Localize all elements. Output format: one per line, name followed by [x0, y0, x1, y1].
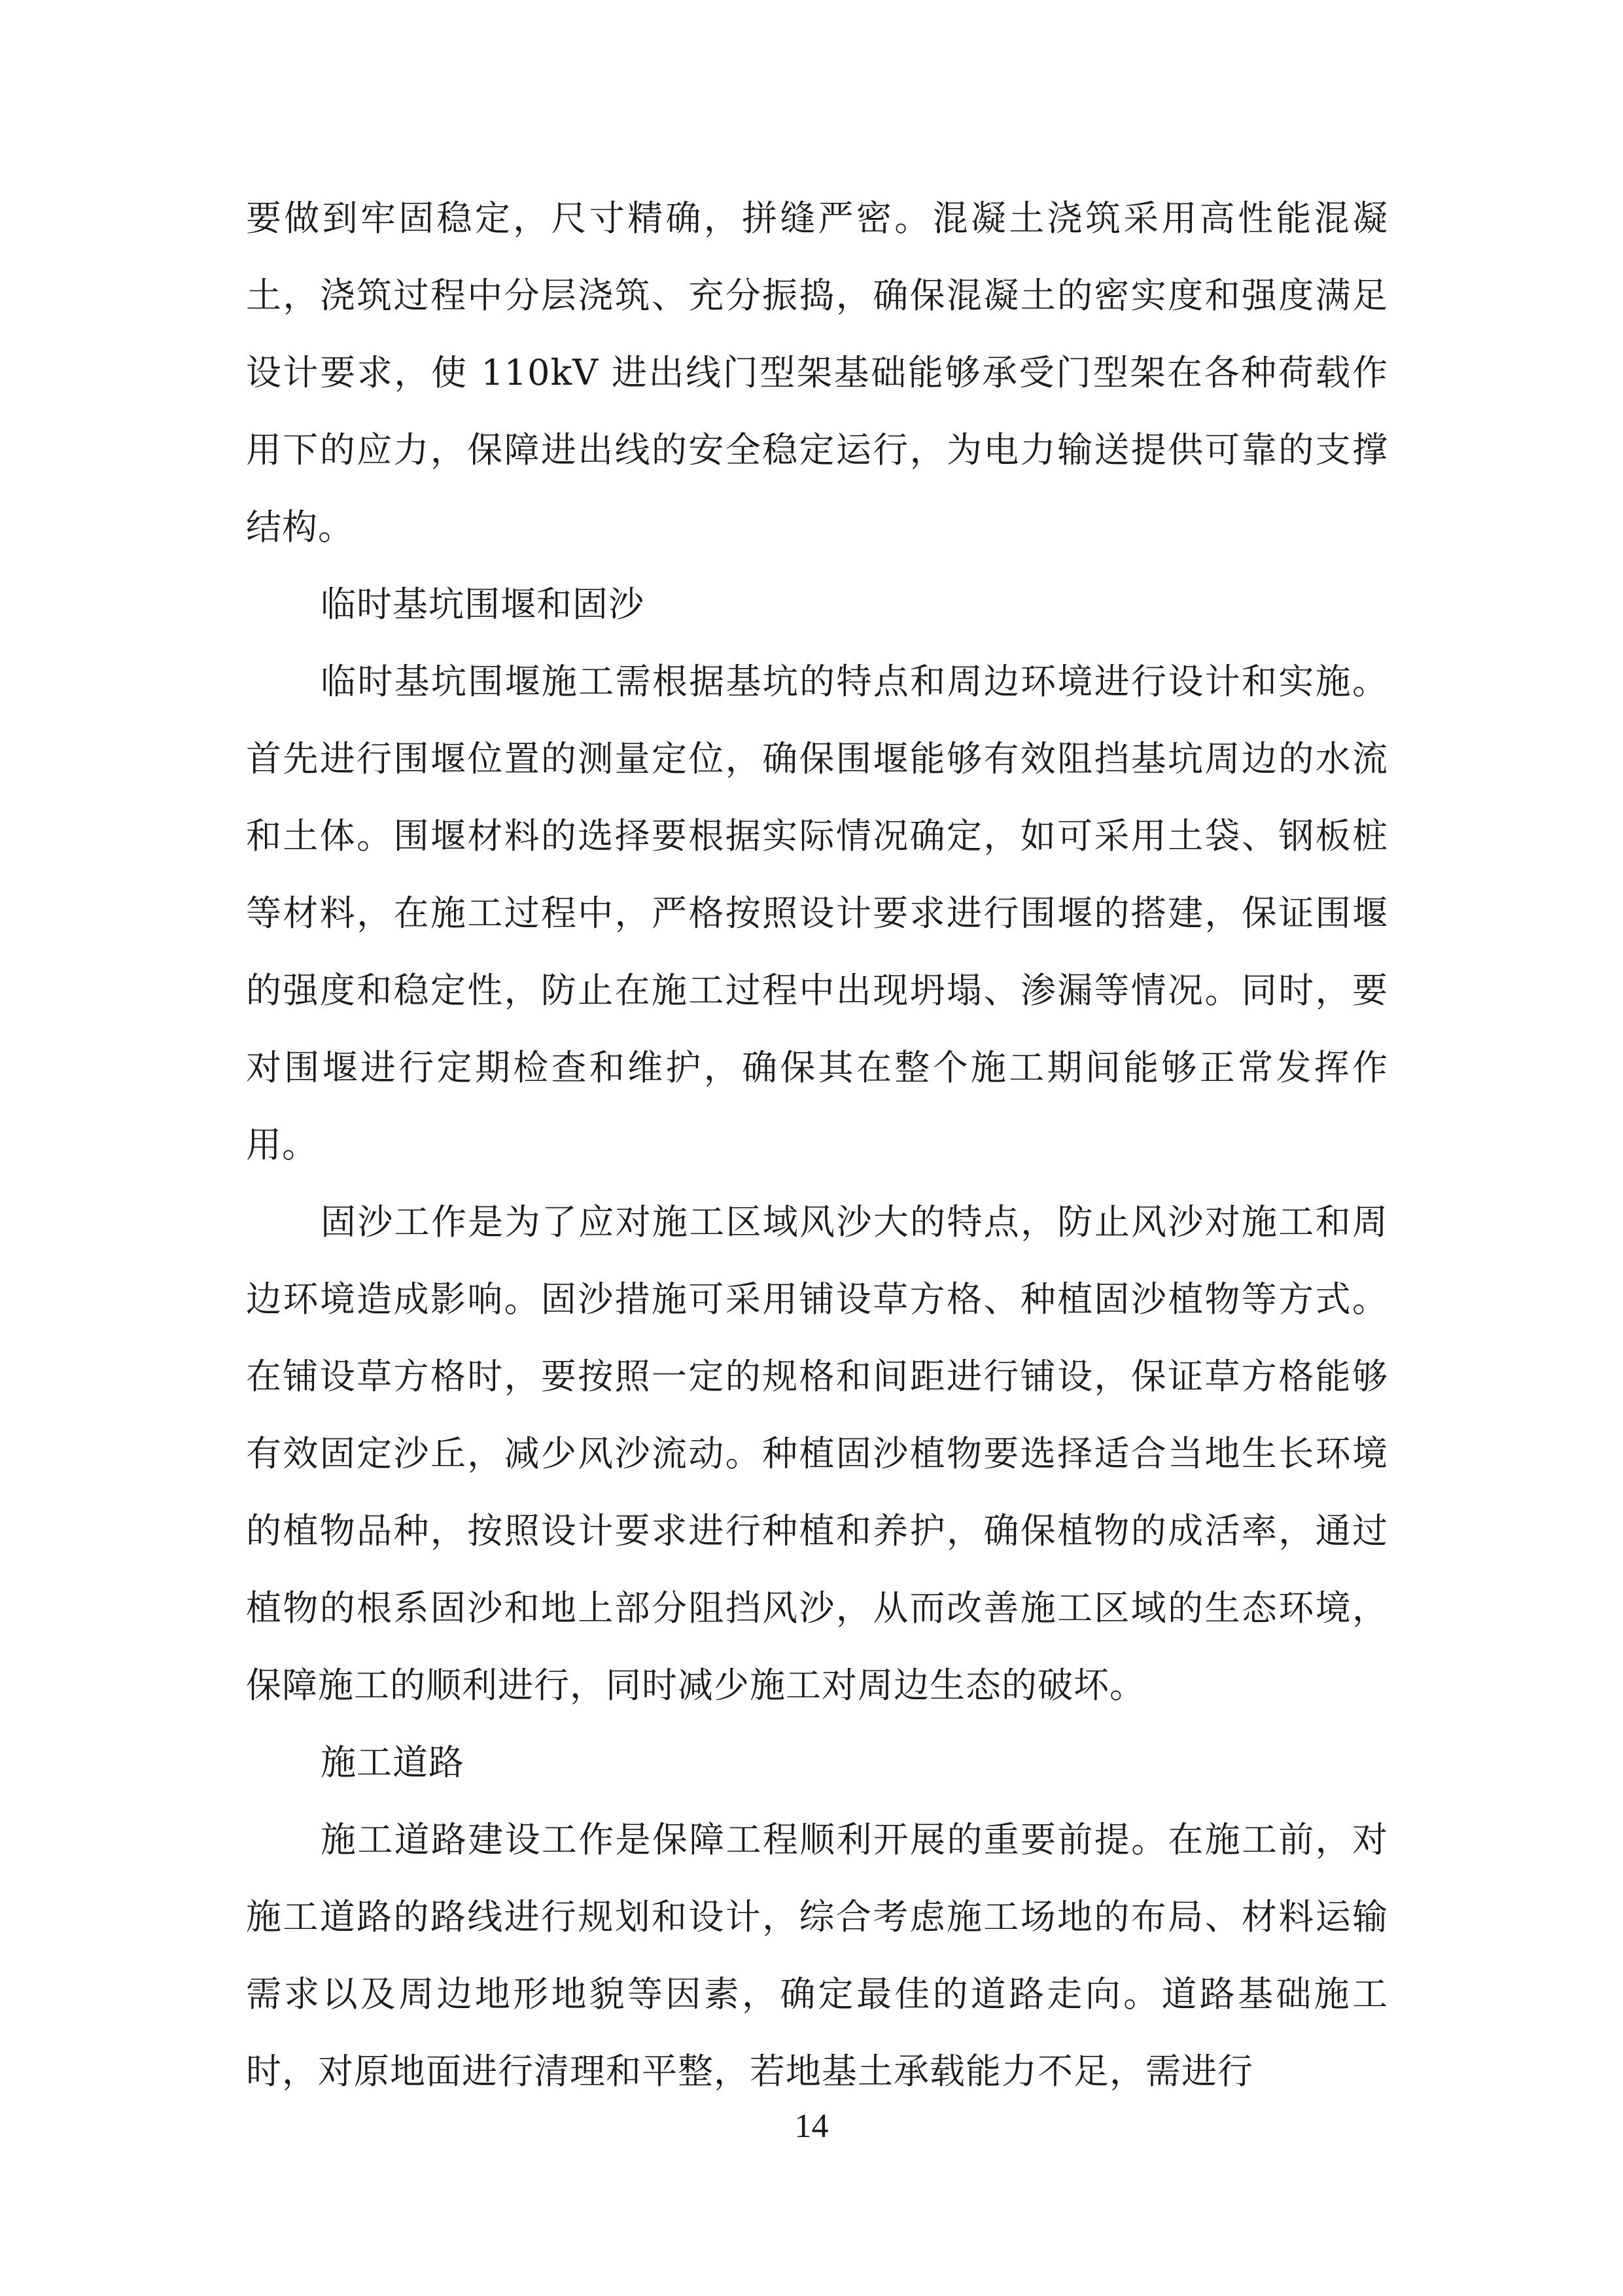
section-heading-cofferdam-sand-fixing: 临时基坑围堰和固沙 [321, 584, 644, 625]
paragraph-sand-fixing: 固沙工作是为了应对施工区域风沙大的特点，防止风沙对施工和周边环境造成影响。固沙措施可采用铺设草方格、种植固沙植物等方式。在铺设草方格时，要按照一定的规格和间距进行铺设，保证草方格能够有效固定沙丘，减少风沙流动。种植固沙植物要选择适合当地生长环境的植物品种，按照设计要求进行种植和养护，确保植物的成活率，通过植物的根系固沙和地上部分阻挡风沙，从而改善施工区域的生态环境，保障施工的顺利进行，同时减少施工对周边生态的破坏。 [246, 1201, 1388, 1706]
page-number: 14 [794, 2108, 829, 2145]
paragraph-construction-road: 施工道路建设工作是保障工程顺利开展的重要前提。在施工前，对施工道路的路线进行规划和设计，综合考虑施工场地的布局、材料运输需求以及周边地形地貌等因素，确定最佳的道路走向。道路基础施工时，对原地面进行清理和平整，若地基土承载能力不足，需进行 [246, 1819, 1388, 2092]
paragraph-continuation: 要做到牢固稳定，尺寸精确，拼缝严密。混凝土浇筑采用高性能混凝土，浇筑过程中分层浇筑、充分振捣，确保混凝土的密实度和强度满足设计要求，使 110kV 进出线门型架基础能够承受门型架在各种荷载作用下的应力，保障进出线的安全稳定运行，为电力输送提供可靠的支撑结构。 [246, 198, 1388, 548]
paragraph-cofferdam: 临时基坑围堰施工需根据基坑的特点和周边环境进行设计和实施。首先进行围堰位置的测量定位，确保围堰能够有效阻挡基坑周边的水流和土体。围堰材料的选择要根据实际情况确定，如可采用土袋、钢板桩等材料，在施工过程中，严格按照设计要求进行围堰的搭建，保证围堰的强度和稳定性，防止在施工过程中出现坍塌、渗漏等情况。同时，要对围堰进行定期检查和维护，确保其在整个施工期间能够正常发挥作用。 [246, 661, 1388, 1165]
section-heading-construction-road: 施工道路 [321, 1742, 464, 1783]
body-text [246, 180, 1388, 2110]
